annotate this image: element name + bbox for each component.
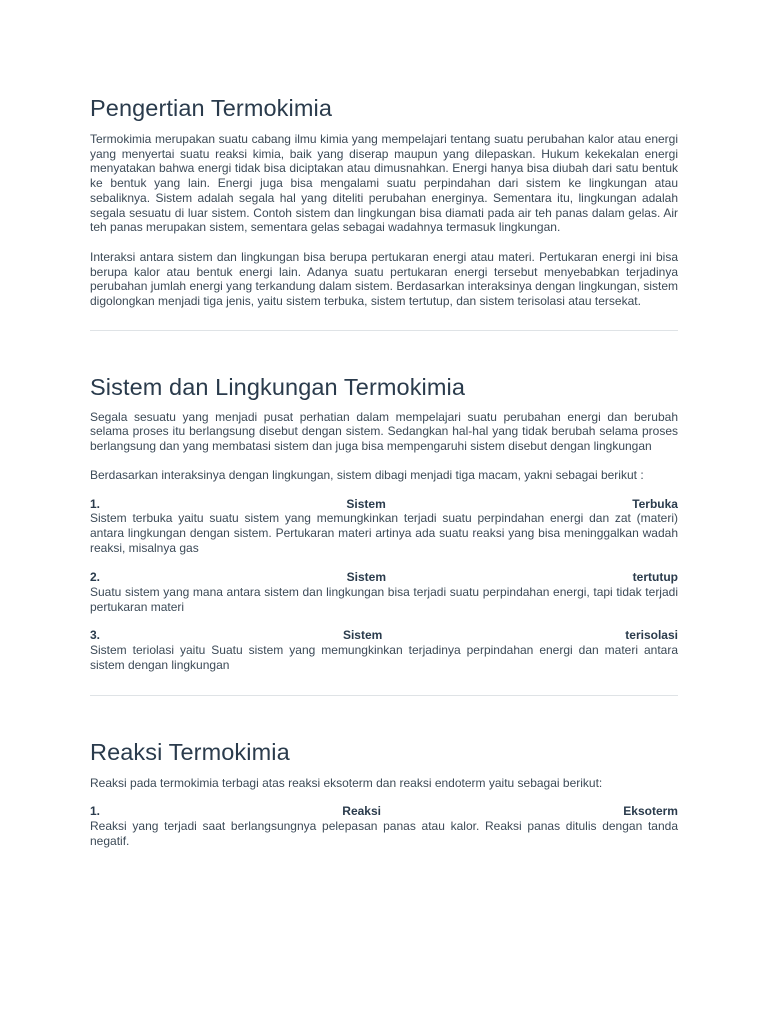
paragraph: Termokimia merupakan suatu cabang ilmu kimia yang mempelajari tentang suatu perubahan kalor atau energi yang menyertai suatu reaksi kimia, baik yang diserap maupun yang dilepaskan. Hukum kekekalan energi menyatakan bahwa energi tidak bisa diciptakan atau dimusnahkan. Energi hanya bisa diubah dari satu bentuk ke bentuk yang lain. Energi juga bisa mengalami suatu perpindahan dari sistem ke lingkungan atau sebaliknya. Sistem adalah segala hal yang diteliti perubahan energinya. Sementara itu, lingkungan adalah segala sesuatu di luar sistem. Contoh sistem dan lingkungan bisa diamati pada air teh panas dalam gelas. Air teh panas merupakan sistem, sementara gelas sebagai wadahnya termasuk lingkungan. bbox=[90, 132, 678, 235]
paragraph: Reaksi pada termokimia terbagi atas reaksi eksoterm dan reaksi endoterm yaitu sebagai berikut: bbox=[90, 775, 603, 790]
list-number: 1. bbox=[90, 496, 101, 511]
list-heading-word: Sistem bbox=[342, 628, 383, 643]
list-heading-type: Terbuka bbox=[632, 496, 678, 511]
list-item-text: Suatu sistem yang mana antara sistem dan lingkungan bisa terjadi suatu perpindahan energi, tapi tidak terjadi pertukaran materi bbox=[90, 585, 678, 614]
section-title-pengertian: Pengertian Termokimia bbox=[90, 95, 332, 121]
list-heading-type: Eksoterm bbox=[623, 804, 678, 819]
list-item-heading bbox=[90, 628, 678, 643]
article-body bbox=[90, 0, 678, 848]
list-number: 1. bbox=[90, 804, 101, 819]
paragraph: Interaksi antara sistem dan lingkungan bisa berupa pertukaran energi atau materi. Pertukaran energi ini bisa berupa kalor atau bentuk energi lain. Adanya suatu pertukaran energi tersebut menyebabkan terjadinya perubahan jumlah energi yang terkandung dalam sistem. Berdasarkan interaksinya dengan lingkungan, sistem digolongkan menjadi tiga jenis, yaitu sistem terbuka, sistem tertutup, dan sistem terisolasi atau tersekat. bbox=[90, 249, 678, 309]
paragraph: Segala sesuatu yang menjadi pusat perhatian dalam mempelajari suatu perubahan energi dan berubah selama proses itu berlangsung disebut dengan sistem. Sedangkan hal-hal yang tidak berubah selama proses berlangsung dan yang membatasi sistem dan juga bisa mempengaruhi sistem disebut dengan lingkungan bbox=[90, 409, 678, 454]
list-heading-word: Sistem bbox=[346, 496, 386, 511]
list-heading-type: terisolasi bbox=[625, 628, 678, 643]
list-item-heading bbox=[90, 804, 678, 819]
list-item-heading bbox=[90, 570, 678, 585]
list-item-text: Sistem terbuka yaitu suatu sistem yang memungkinkan terjadi suatu perpindahan energi dan zat (materi) antara lingkungan dengan sistem. Pertukaran materi artinya ada suatu reaksi yang bisa meninggalkan wadah reaksi, misalnya gas bbox=[90, 511, 678, 555]
list-heading-word: Sistem bbox=[346, 570, 387, 585]
list-item-text: Sistem teriolasi yaitu Suatu sistem yang memungkinkan terjadinya perpindahan energi dan materi antara sistem dengan lingkungan bbox=[90, 643, 678, 672]
list-item-text: Reaksi yang terjadi saat berlangsungnya pelepasan panas atau kalor. Reaksi panas ditulis dengan tanda negatif. bbox=[90, 818, 678, 848]
list-number: 3. bbox=[90, 628, 101, 643]
paragraph: Berdasarkan interaksinya dengan lingkungan, sistem dibagi menjadi tiga macam, yakni sebagai berikut : bbox=[90, 467, 644, 482]
list-number: 2. bbox=[90, 570, 101, 585]
list-item-heading bbox=[90, 497, 678, 512]
list-heading-word: Reaksi bbox=[342, 804, 381, 819]
list-heading-type: tertutup bbox=[632, 570, 678, 585]
section-title-sistem-lingkungan: Sistem dan Lingkungan Termokimia bbox=[90, 373, 466, 400]
section-title-reaksi: Reaksi Termokimia bbox=[90, 738, 290, 765]
